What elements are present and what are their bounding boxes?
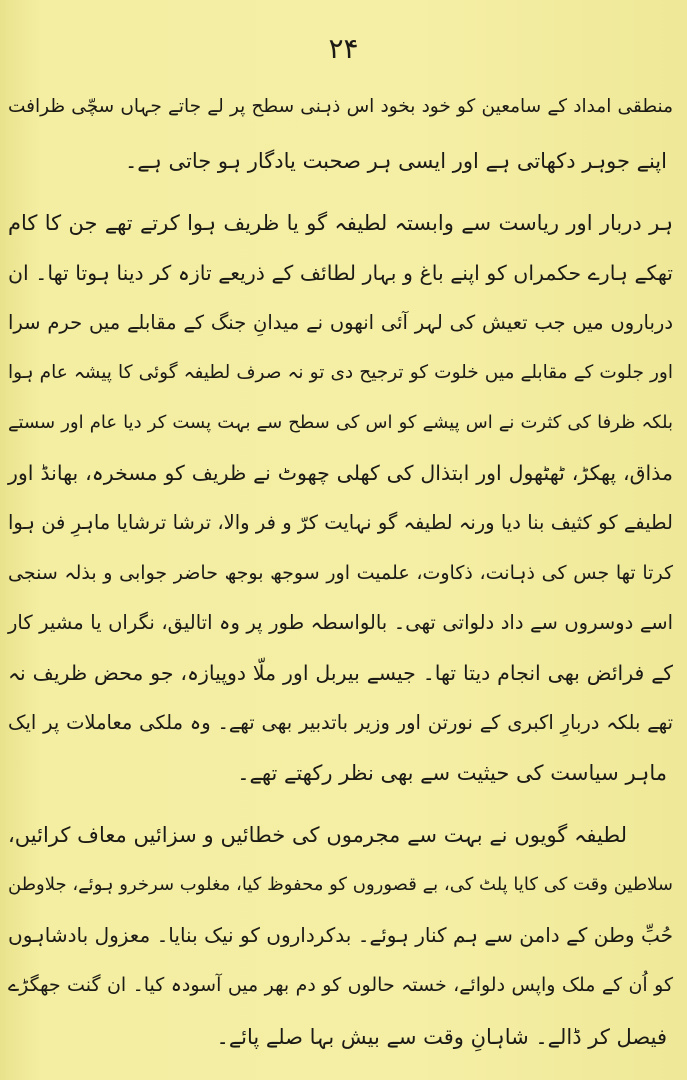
text-line: لطیفے کو کثیف بنا دیا ورنہ لطیفہ گو نہایت کرّ و فر والا، ترشا ترشایا ماہرِ فن ہوا	[8, 511, 673, 534]
text-line: کے فرائض بھی انجام دیتا تھا۔ جیسے بیربل اور ملّا دوپیازہ، جو محض ظریف نہ	[8, 661, 673, 685]
text-line: مذاق، پھکڑ، ٹھٹھول اور ابتذال کی کھلی چھوٹ نے ظریف کو مسخرہ، بھانڈ اور	[8, 461, 673, 485]
text-line: بلکہ ظرفا کی کثرت نے اس پیشے کو اس کی سطح سے بہت پست کر دیا عام اور سستے	[8, 412, 673, 433]
text-line: اسے دوسروں سے داد دلواتی تھی۔ بالواسطہ طور پر وہ اتالیق، نگراں یا مشیر کار	[8, 611, 673, 634]
text-line: منطقی امداد کے سامعین کو خود بخود اس ذہنی سطح پر لے جاتے جہاں سچّی ظرافت	[8, 96, 673, 117]
text-line: اور جلوت کے مقابلے میں خلوت کو ترجیح دی تو نہ صرف لطیفہ گوئی کا پیشہ عام ہوا	[8, 362, 673, 383]
text-line: اپنے جوہر دکھاتی ہے اور ایسی ہر صحبت یادگار ہو جاتی ہے۔	[124, 149, 667, 173]
text-line: حُبِّ وطن کے دامن سے ہم کنار ہوئے۔ بدکرداروں کو نیک بنایا۔ معزول بادشاہوں	[8, 923, 673, 947]
text-line: فیصل کر ڈالے۔ شاہانِ وقت سے بیش بہا صلے پائے۔	[216, 1025, 667, 1049]
text-line: کرتا تھا جس کی ذہانت، ذکاوت، علمیت اور سوجھ بوجھ حاضر جوابی و بذلہ سنجی	[8, 562, 673, 584]
text-line: درباروں میں جب تعیش کی لہر آئی انھوں نے میدانِ جنگ کے مقابلے میں حرم سرا	[8, 311, 673, 334]
text-line: ماہر سیاست کی حیثیت سے بھی نظر رکھتے تھے۔	[237, 761, 667, 785]
text-line: سلاطین وقت کی کایا پلٹ کی، بے قصوروں کو محفوظ کیا، مغلوب سرخرو ہوئے، جلاوطن	[8, 874, 673, 895]
text-line: کو اُن کے ملک واپس دلوائے، خستہ حالوں کو دم بھر میں آسودہ کیا۔ ان گنت جھگڑے	[8, 974, 673, 996]
text-line: تھکے ہارے حکمراں کو اپنے باغ و بہار لطائف کے ذریعے تازہ کر دینا ہوتا تھا۔ ان	[8, 261, 673, 285]
text-line: ہر دربار اور ریاست سے وابستہ لطیفہ گو یا ظریف ہوا کرتے تھے جن کا کام	[8, 211, 673, 235]
text-line: تھے بلکہ دربارِ اکبری کے نورتن اور وزیر باتدبیر بھی تھے۔ وہ ملکی معاملات پر ایک	[8, 711, 673, 734]
page-number: ۲۴	[328, 32, 359, 65]
text-line: لطیفہ گویوں نے بہت سے مجرموں کی خطائیں و سزائیں معاف کرائیں،	[8, 823, 627, 847]
